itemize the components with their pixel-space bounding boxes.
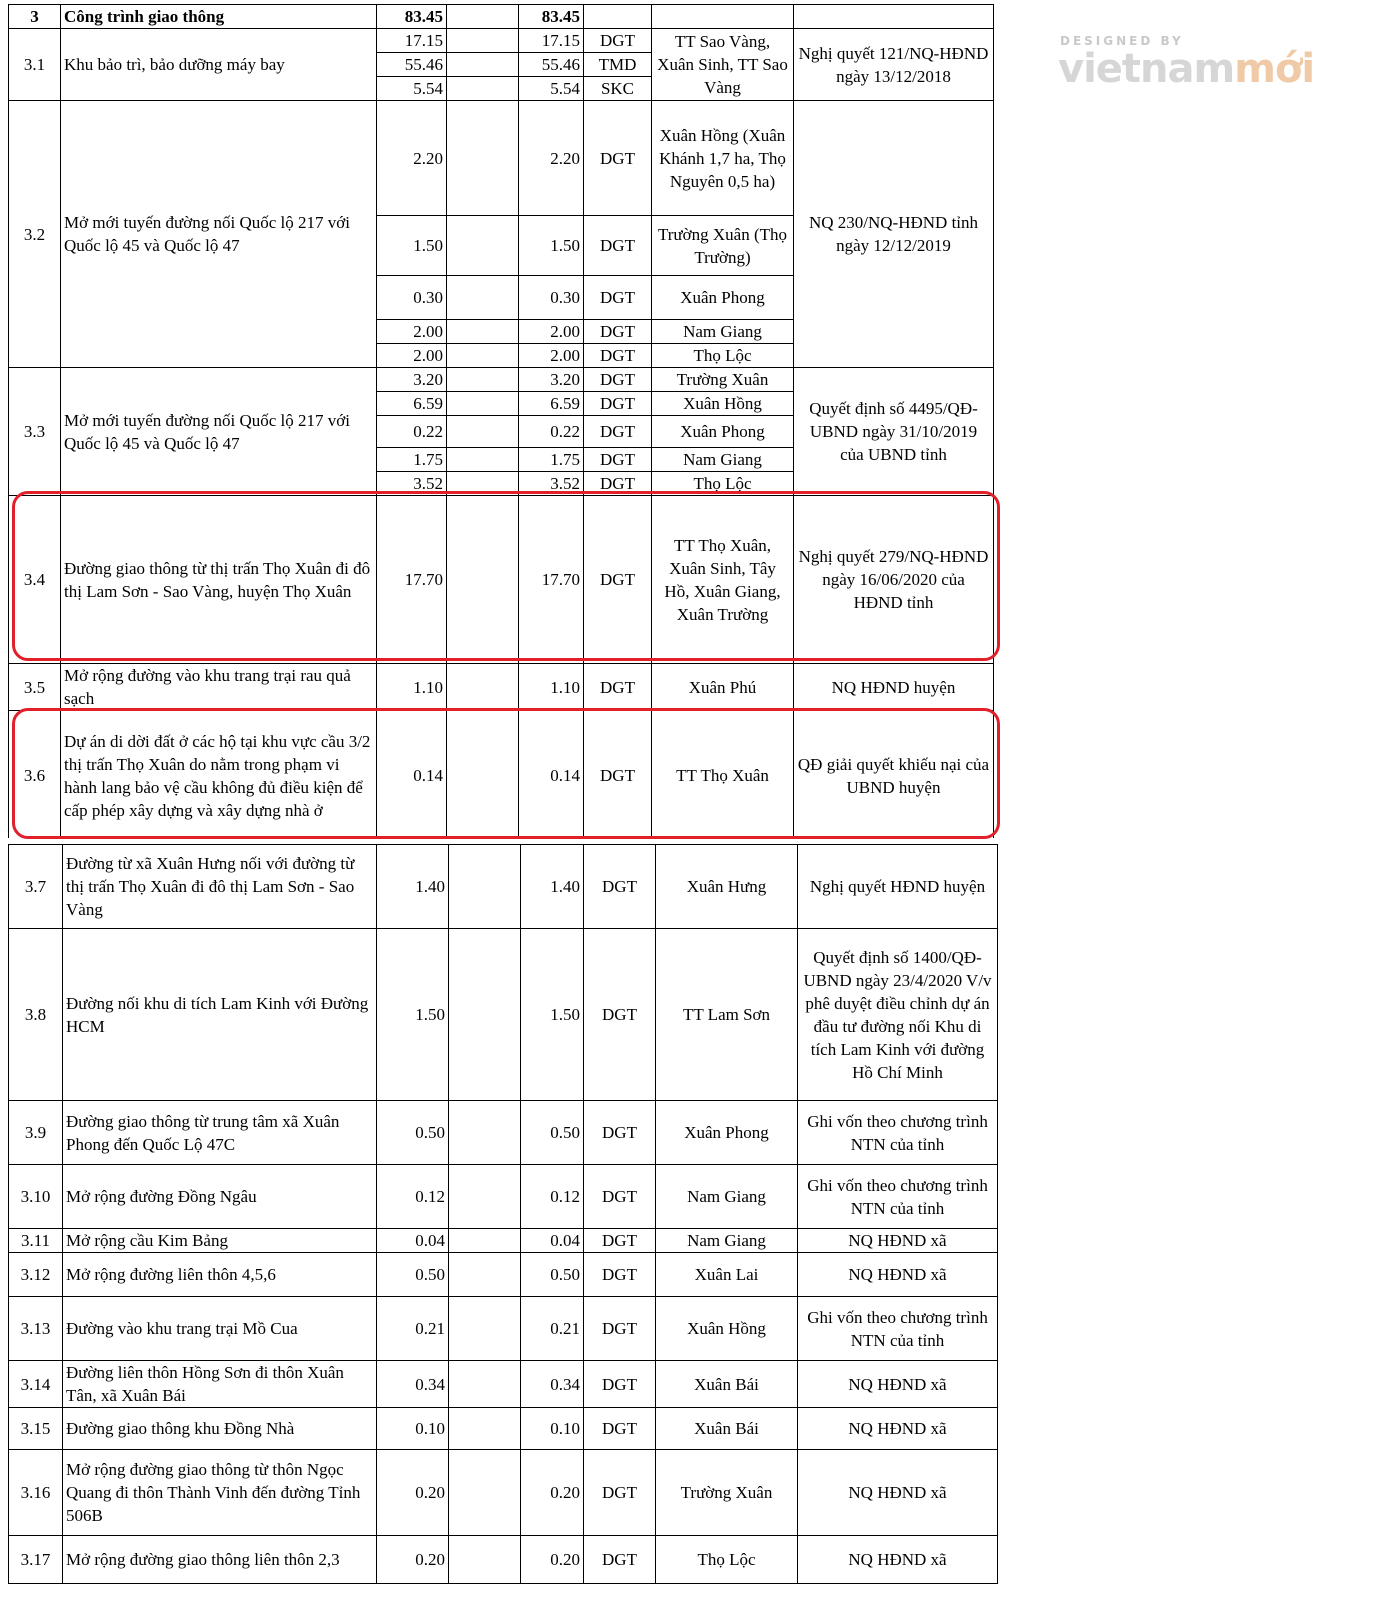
table-row bbox=[9, 1361, 1385, 1408]
cell-stt: 3.14 bbox=[9, 1361, 63, 1408]
cell-land-code: DGT bbox=[584, 29, 652, 53]
cell-area-total: 2.20 bbox=[377, 101, 447, 216]
cell-area-existing bbox=[447, 53, 519, 77]
cell-area-total: 1.40 bbox=[377, 845, 449, 929]
cell-legal-basis: NQ 230/NQ-HĐND tỉnh ngày 12/12/2019 bbox=[794, 101, 994, 368]
cell-location: Xuân Hồng bbox=[656, 1297, 798, 1361]
table-row bbox=[9, 368, 1385, 392]
cell-area-existing bbox=[449, 929, 521, 1101]
cell-land-code: DGT bbox=[584, 344, 652, 368]
cell-area-total: 1.50 bbox=[377, 929, 449, 1101]
cell-area-new: 3.52 bbox=[519, 472, 584, 496]
cell-location: TT Sao Vàng, Xuân Sinh, TT Sao Vàng bbox=[652, 29, 794, 101]
cell-area-existing bbox=[449, 1165, 521, 1229]
cell-land-code bbox=[584, 5, 652, 29]
cell-area-existing bbox=[447, 5, 519, 29]
cell-project-name: Mở rộng đường giao thông liên thôn 2,3 bbox=[63, 1536, 377, 1584]
cell-area-new: 2.00 bbox=[519, 344, 584, 368]
table-row bbox=[9, 496, 1385, 664]
cell-area-total: 3.52 bbox=[377, 472, 447, 496]
table-row bbox=[9, 1297, 1385, 1361]
cell-location: Trường Xuân bbox=[656, 1450, 798, 1536]
cell-area-new: 0.50 bbox=[521, 1253, 584, 1297]
cell-land-code: DGT bbox=[584, 448, 652, 472]
cell-project-name: Đường giao thông từ thị trấn Thọ Xuân đi đô thị Lam Sơn - Sao Vàng, huyện Thọ Xuân bbox=[61, 496, 377, 664]
table-row bbox=[9, 929, 1385, 1101]
cell-area-existing bbox=[447, 711, 519, 841]
cell-area-total: 1.50 bbox=[377, 216, 447, 276]
cell-area-total: 0.50 bbox=[377, 1101, 449, 1165]
cell-legal-basis: Ghi vốn theo chương trình NTN của tỉnh bbox=[798, 1101, 998, 1165]
table-row bbox=[9, 1450, 1385, 1536]
cell-area-existing bbox=[449, 1253, 521, 1297]
table-row bbox=[9, 1101, 1385, 1165]
cell-area-new: 5.54 bbox=[519, 77, 584, 101]
cell-area-new: 17.15 bbox=[519, 29, 584, 53]
cell-location: Nam Giang bbox=[652, 448, 794, 472]
cell-area-new: 0.20 bbox=[521, 1450, 584, 1536]
cell-project-name: Mở rộng đường Đồng Ngâu bbox=[63, 1165, 377, 1229]
cell-land-code: DGT bbox=[584, 216, 652, 276]
cell-location: Xuân Lai bbox=[656, 1253, 798, 1297]
cell-area-total: 83.45 bbox=[377, 5, 447, 29]
cell-area-new: 0.10 bbox=[521, 1408, 584, 1450]
watermark-logo bbox=[1058, 46, 1314, 92]
table-row bbox=[9, 664, 1385, 711]
cell-land-code: DGT bbox=[584, 1297, 656, 1361]
cell-project-name: Đường giao thông từ trung tâm xã Xuân Phong đến Quốc Lộ 47C bbox=[63, 1101, 377, 1165]
cell-project-name: Đường giao thông khu Đồng Nhà bbox=[63, 1408, 377, 1450]
cell-land-code: DGT bbox=[584, 1361, 656, 1408]
cell-area-new: 2.20 bbox=[519, 101, 584, 216]
cell-land-code: TMD bbox=[584, 53, 652, 77]
cell-area-existing bbox=[449, 1450, 521, 1536]
cell-location: TT Thọ Xuân, Xuân Sinh, Tây Hồ, Xuân Giang, Xuân Trường bbox=[652, 496, 794, 664]
cell-legal-basis: QĐ giải quyết khiếu nại của UBND huyện bbox=[794, 711, 994, 841]
cell-land-code: DGT bbox=[584, 1101, 656, 1165]
cell-area-existing bbox=[447, 416, 519, 448]
cell-area-new: 0.20 bbox=[521, 1536, 584, 1584]
cell-land-code: DGT bbox=[584, 711, 652, 841]
cell-area-existing bbox=[449, 1297, 521, 1361]
cell-project-name: Mở mới tuyến đường nối Quốc lộ 217 với Quốc lộ 45 và Quốc lộ 47 bbox=[61, 101, 377, 368]
cell-land-code: DGT bbox=[584, 1229, 656, 1253]
cell-stt: 3.16 bbox=[9, 1450, 63, 1536]
cell-area-total: 0.14 bbox=[377, 711, 447, 841]
table-row bbox=[9, 1253, 1385, 1297]
cell-area-existing bbox=[449, 845, 521, 929]
cell-stt: 3.15 bbox=[9, 1408, 63, 1450]
cell-location: Xuân Phú bbox=[652, 664, 794, 711]
cell-area-new: 83.45 bbox=[519, 5, 584, 29]
cell-area-new: 1.50 bbox=[521, 929, 584, 1101]
cell-project-name: Đường liên thôn Hồng Sơn đi thôn Xuân Tân, xã Xuân Bái bbox=[63, 1361, 377, 1408]
cell-project-name: Mở rộng đường vào khu trang trại rau quả sạch bbox=[61, 664, 377, 711]
cell-location: TT Lam Sơn bbox=[656, 929, 798, 1101]
cell-land-code: DGT bbox=[584, 320, 652, 344]
cell-project-name: Mở rộng đường liên thôn 4,5,6 bbox=[63, 1253, 377, 1297]
cell-location: Thọ Lộc bbox=[656, 1536, 798, 1584]
table-row bbox=[9, 5, 1385, 29]
cell-land-code: DGT bbox=[584, 368, 652, 392]
cell-area-new: 55.46 bbox=[519, 53, 584, 77]
cell-area-existing bbox=[447, 276, 519, 320]
cell-area-existing bbox=[447, 344, 519, 368]
cell-land-code: DGT bbox=[584, 276, 652, 320]
cell-stt: 3.13 bbox=[9, 1297, 63, 1361]
cell-location: Xuân Bái bbox=[656, 1408, 798, 1450]
cell-location: Xuân Bái bbox=[656, 1361, 798, 1408]
cell-land-code: DGT bbox=[584, 101, 652, 216]
cell-land-code: DGT bbox=[584, 664, 652, 711]
cell-stt: 3.8 bbox=[9, 929, 63, 1101]
cell-area-new: 0.50 bbox=[521, 1101, 584, 1165]
cell-area-new: 0.34 bbox=[521, 1361, 584, 1408]
cell-area-new: 0.14 bbox=[519, 711, 584, 841]
cell-location: Xuân Hồng (Xuân Khánh 1,7 ha, Thọ Nguyên 0,5 ha) bbox=[652, 101, 794, 216]
cell-stt: 3.1 bbox=[9, 29, 61, 101]
cell-area-existing bbox=[449, 1361, 521, 1408]
cell-land-code: DGT bbox=[584, 1253, 656, 1297]
cell-land-code: DGT bbox=[584, 1408, 656, 1450]
cell-stt: 3.5 bbox=[9, 664, 61, 711]
cell-area-existing bbox=[447, 664, 519, 711]
cell-project-name: Mở mới tuyến đường nối Quốc lộ 217 với Quốc lộ 45 và Quốc lộ 47 bbox=[61, 368, 377, 496]
cell-legal-basis bbox=[794, 5, 994, 29]
cell-area-existing bbox=[447, 29, 519, 53]
cell-stt: 3.7 bbox=[9, 845, 63, 929]
cell-area-total: 6.59 bbox=[377, 392, 447, 416]
cell-stt: 3.9 bbox=[9, 1101, 63, 1165]
cell-area-total: 0.30 bbox=[377, 276, 447, 320]
table-row bbox=[9, 1229, 1385, 1253]
cell-area-existing bbox=[449, 1536, 521, 1584]
cell-area-total: 0.21 bbox=[377, 1297, 449, 1361]
cell-land-code: SKC bbox=[584, 77, 652, 101]
cell-area-existing bbox=[447, 320, 519, 344]
cell-land-code: DGT bbox=[584, 845, 656, 929]
cell-area-new: 3.20 bbox=[519, 368, 584, 392]
cell-area-total: 2.00 bbox=[377, 320, 447, 344]
cell-land-code: DGT bbox=[584, 929, 656, 1101]
table-row bbox=[9, 845, 1385, 929]
cell-area-new: 17.70 bbox=[519, 496, 584, 664]
cell-area-new: 1.50 bbox=[519, 216, 584, 276]
cell-area-total: 0.12 bbox=[377, 1165, 449, 1229]
cell-area-existing bbox=[447, 368, 519, 392]
cell-location: Nam Giang bbox=[656, 1229, 798, 1253]
cell-area-total: 1.75 bbox=[377, 448, 447, 472]
cell-area-new: 1.40 bbox=[521, 845, 584, 929]
cell-stt: 3.4 bbox=[9, 496, 61, 664]
cell-legal-basis: NQ HĐND xã bbox=[798, 1450, 998, 1536]
table-row bbox=[9, 1165, 1385, 1229]
cell-stt: 3.10 bbox=[9, 1165, 63, 1229]
cell-project-name: Đường nối khu di tích Lam Kinh với Đường HCM bbox=[63, 929, 377, 1101]
cell-area-total: 0.04 bbox=[377, 1229, 449, 1253]
cell-legal-basis: Nghị quyết HĐND huyện bbox=[798, 845, 998, 929]
cell-area-existing bbox=[447, 77, 519, 101]
cell-area-total: 55.46 bbox=[377, 53, 447, 77]
cell-location: Trường Xuân bbox=[652, 368, 794, 392]
cell-legal-basis: Nghị quyết 279/NQ-HĐND ngày 16/06/2020 của HĐND tỉnh bbox=[794, 496, 994, 664]
cell-area-total: 0.20 bbox=[377, 1536, 449, 1584]
cell-legal-basis: Nghị quyết 121/NQ-HĐND ngày 13/12/2018 bbox=[794, 29, 994, 101]
cell-project-name: Khu bảo trì, bảo dưỡng máy bay bbox=[61, 29, 377, 101]
cell-area-total: 5.54 bbox=[377, 77, 447, 101]
watermark-brand-b: mới bbox=[1234, 46, 1315, 92]
watermark-designed-by: DESIGNED BY bbox=[1060, 34, 1184, 48]
cell-area-existing bbox=[449, 1408, 521, 1450]
cell-location: Thọ Lộc bbox=[652, 344, 794, 368]
cell-project-name: Dự án di dời đất ở các hộ tại khu vực cầu 3/2 thị trấn Thọ Xuân do nằm trong phạm vi hành lang bảo vệ cầu không đủ điều kiện để cấp phép xây dựng và xây dựng nhà ở bbox=[61, 711, 377, 841]
cell-land-code: DGT bbox=[584, 472, 652, 496]
cell-area-existing bbox=[447, 392, 519, 416]
cell-legal-basis: NQ HĐND xã bbox=[798, 1361, 998, 1408]
cell-area-total: 3.20 bbox=[377, 368, 447, 392]
cell-location: Trường Xuân (Thọ Trường) bbox=[652, 216, 794, 276]
table-row bbox=[9, 1536, 1385, 1584]
land-use-table-top bbox=[8, 4, 1385, 841]
vietnammoi-watermark bbox=[1058, 30, 1318, 92]
cell-area-new: 1.75 bbox=[519, 448, 584, 472]
land-use-table-bottom bbox=[8, 844, 1385, 1584]
table-row bbox=[9, 711, 1385, 841]
cell-area-total: 1.10 bbox=[377, 664, 447, 711]
cell-area-existing bbox=[447, 472, 519, 496]
cell-area-new: 0.12 bbox=[521, 1165, 584, 1229]
cell-area-total: 2.00 bbox=[377, 344, 447, 368]
cell-area-new: 1.10 bbox=[519, 664, 584, 711]
cell-legal-basis: Ghi vốn theo chương trình NTN của tỉnh bbox=[798, 1297, 998, 1361]
table-row bbox=[9, 1408, 1385, 1450]
cell-area-total: 17.15 bbox=[377, 29, 447, 53]
cell-area-total: 17.70 bbox=[377, 496, 447, 664]
cell-area-total: 0.34 bbox=[377, 1361, 449, 1408]
cell-area-total: 0.22 bbox=[377, 416, 447, 448]
cell-area-total: 0.10 bbox=[377, 1408, 449, 1450]
cell-location bbox=[652, 5, 794, 29]
cell-land-code: DGT bbox=[584, 1165, 656, 1229]
cell-stt: 3.11 bbox=[9, 1229, 63, 1253]
cell-land-code: DGT bbox=[584, 392, 652, 416]
cell-location: Xuân Phong bbox=[652, 276, 794, 320]
cell-area-new: 0.30 bbox=[519, 276, 584, 320]
cell-area-new: 0.22 bbox=[519, 416, 584, 448]
cell-area-existing bbox=[447, 448, 519, 472]
cell-project-name: Mở rộng đường giao thông từ thôn Ngọc Quang đi thôn Thành Vinh đến đường Tỉnh 506B bbox=[63, 1450, 377, 1536]
cell-land-code: DGT bbox=[584, 496, 652, 664]
cell-area-total: 0.50 bbox=[377, 1253, 449, 1297]
cell-area-new: 6.59 bbox=[519, 392, 584, 416]
cell-project-name: Đường vào khu trang trại Mồ Cua bbox=[63, 1297, 377, 1361]
cell-legal-basis: NQ HĐND huyện bbox=[794, 664, 994, 711]
cell-area-existing bbox=[447, 101, 519, 216]
cell-legal-basis: NQ HĐND xã bbox=[798, 1253, 998, 1297]
cell-stt: 3.17 bbox=[9, 1536, 63, 1584]
cell-area-existing bbox=[447, 496, 519, 664]
cell-legal-basis: Ghi vốn theo chương trình NTN của tỉnh bbox=[798, 1165, 998, 1229]
cell-area-new: 0.04 bbox=[521, 1229, 584, 1253]
cell-legal-basis: NQ HĐND xã bbox=[798, 1536, 998, 1584]
cell-location: Xuân Phong bbox=[656, 1101, 798, 1165]
cell-legal-basis: NQ HĐND xã bbox=[798, 1229, 998, 1253]
cell-legal-basis: Quyết định số 4495/QĐ-UBND ngày 31/10/2019 của UBND tỉnh bbox=[794, 368, 994, 496]
cell-stt: 3.6 bbox=[9, 711, 61, 841]
cell-legal-basis: NQ HĐND xã bbox=[798, 1408, 998, 1450]
cell-location: Nam Giang bbox=[656, 1165, 798, 1229]
cell-area-new: 2.00 bbox=[519, 320, 584, 344]
cell-location: Xuân Hồng bbox=[652, 392, 794, 416]
cell-stt: 3.3 bbox=[9, 368, 61, 496]
cell-location: Xuân Phong bbox=[652, 416, 794, 448]
cell-area-existing bbox=[449, 1101, 521, 1165]
cell-area-existing bbox=[449, 1229, 521, 1253]
cell-stt: 3.12 bbox=[9, 1253, 63, 1297]
cell-location: Nam Giang bbox=[652, 320, 794, 344]
watermark-brand-a: vietnam bbox=[1058, 46, 1235, 92]
cell-land-code: DGT bbox=[584, 1450, 656, 1536]
cell-location: Thọ Lộc bbox=[652, 472, 794, 496]
cell-project-name: Đường từ xã Xuân Hưng nối với đường từ thị trấn Thọ Xuân đi đô thị Lam Sơn - Sao Vàng bbox=[63, 845, 377, 929]
cell-stt: 3.2 bbox=[9, 101, 61, 368]
table-row bbox=[9, 101, 1385, 216]
cell-project-name: Mở rộng cầu Kim Bảng bbox=[63, 1229, 377, 1253]
cell-area-existing bbox=[447, 216, 519, 276]
cell-location: Xuân Hưng bbox=[656, 845, 798, 929]
cell-stt: 3 bbox=[9, 5, 61, 29]
cell-area-total: 0.20 bbox=[377, 1450, 449, 1536]
cell-land-code: DGT bbox=[584, 416, 652, 448]
cell-land-code: DGT bbox=[584, 1536, 656, 1584]
cell-location: TT Thọ Xuân bbox=[652, 711, 794, 841]
cell-area-new: 0.21 bbox=[521, 1297, 584, 1361]
cell-legal-basis: Quyết định số 1400/QĐ-UBND ngày 23/4/2020 V/v phê duyệt điều chỉnh dự án đầu tư đường nối Khu di tích Lam Kinh với đường Hồ Chí Minh bbox=[798, 929, 998, 1101]
cell-project-name: Công trình giao thông bbox=[61, 5, 377, 29]
